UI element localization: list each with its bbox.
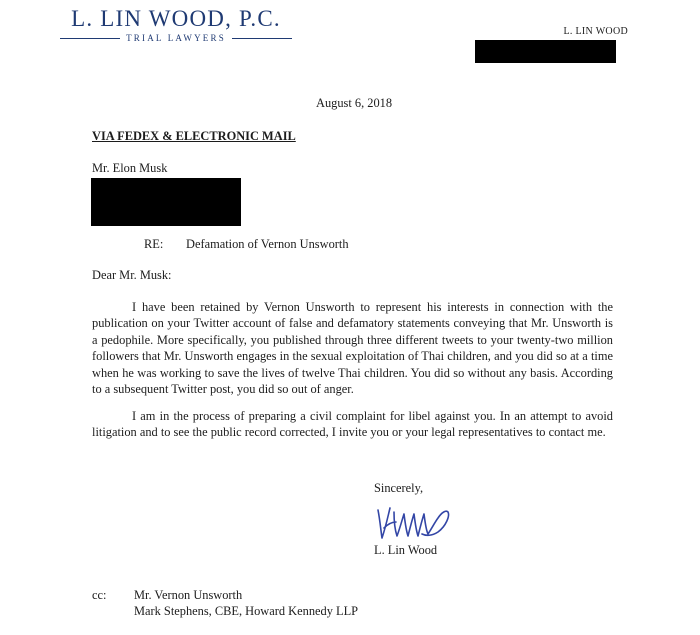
firm-tagline-row — [60, 33, 292, 43]
signer-name: L. Lin Wood — [374, 543, 438, 557]
body-paragraph-1: I have been retained by Vernon Unsworth to represent his interests in connection with the publication on your Twitter account of false and defamatory statements conveying that Mr. Unsworth is a pedophile. More specifically, you published through three different tweets to your twenty-two million followers that Mr. Unsworth engages in the sexual exploitation of Thai children, and you did so at a time when he was working to save the lives of twelve Thai children. You did so without any basis. According to a subsequent Twitter post, you did so out of anger. — [92, 300, 613, 397]
salutation: Dear Mr. Musk: — [92, 268, 172, 282]
redacted-sender-contact — [475, 40, 616, 63]
cc-block — [92, 588, 358, 619]
redacted-addressee-address — [91, 178, 241, 226]
re-label: RE: — [144, 237, 164, 251]
letterhead-rule-right — [232, 38, 292, 39]
handwritten-signature-icon — [372, 498, 452, 544]
letterhead — [60, 6, 292, 43]
cc-recipient-list — [134, 588, 358, 619]
letter-date: August 6, 2018 — [316, 96, 393, 110]
closing: Sincerely, — [374, 481, 424, 495]
sender-name: L. LIN WOOD — [563, 26, 628, 37]
firm-tagline: TRIAL LAWYERS — [126, 33, 226, 43]
cc-recipient: Mr. Vernon Unsworth — [134, 588, 243, 602]
re-subject: Defamation of Vernon Unsworth — [186, 237, 349, 251]
letterhead-rule-left — [60, 38, 120, 39]
delivery-method: VIA FEDEX & ELECTRONIC MAIL — [92, 129, 296, 143]
cc-label: cc: — [92, 588, 107, 602]
re-line — [144, 237, 349, 252]
cc-recipient: Mark Stephens, CBE, Howard Kennedy LLP — [134, 603, 359, 618]
body-paragraph-2: I am in the process of preparing a civil complaint for libel against you. In an attempt to avoid litigation and to see the public record corrected, I invite you or your legal representatives to contact me. — [92, 409, 613, 440]
addressee-name: Mr. Elon Musk — [92, 161, 168, 175]
firm-name: L. LIN WOOD, P.C. — [71, 6, 281, 31]
